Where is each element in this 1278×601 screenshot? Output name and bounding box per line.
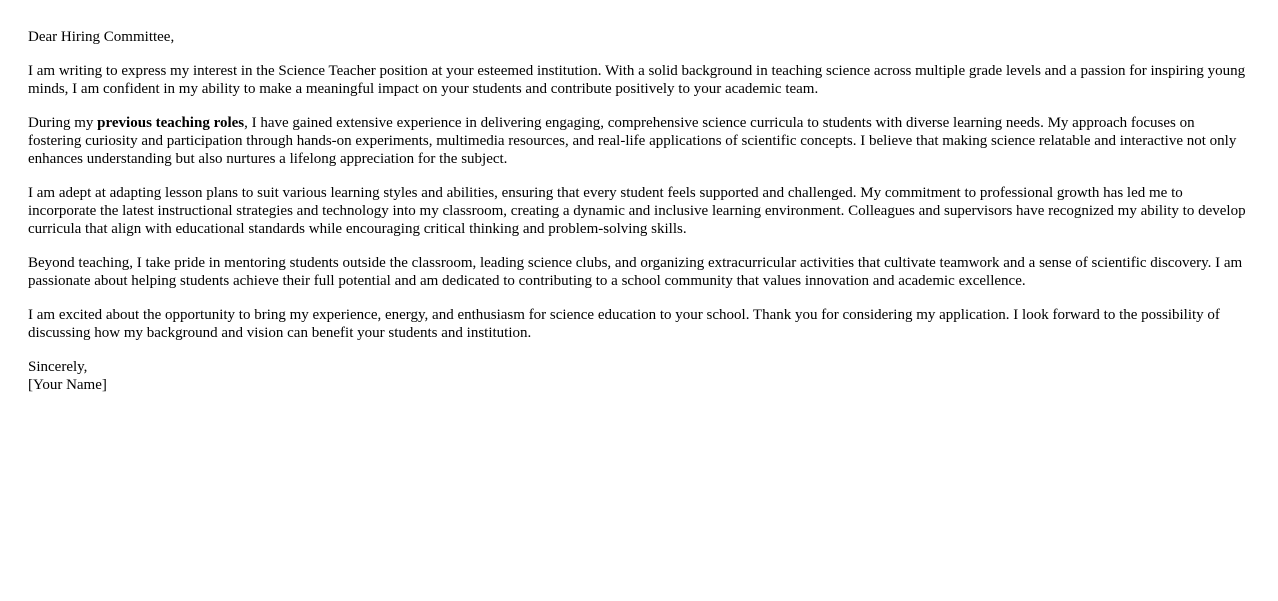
signature: [Your Name] <box>28 377 107 393</box>
salutation: Dear Hiring Committee, <box>28 29 175 45</box>
closing-block <box>28 358 1250 394</box>
paragraph-mentoring: Beyond teaching, I take pride in mentoring students outside the classroom, leading science clubs, and organizing extracurricular activities that cultivate teamwork and a sense of scientific discovery. I am passionate about helping students achieve their full potential and am dedicated to contributing to a school community that values innovation and academic excellence. <box>28 255 1243 289</box>
cover-letter <box>28 28 1250 394</box>
closing: Sincerely, <box>28 359 88 375</box>
paragraph-experience-lead: During my <box>28 115 98 131</box>
paragraph-experience <box>28 114 1250 168</box>
paragraph-adaptability: I am adept at adapting lesson plans to suit various learning styles and abilities, ensuring that every student feels supported and challenged. My commitment to professional growth has led me to incorporate the latest instructional strategies and technology into my classroom, creating a dynamic and inclusive learning environment. Colleagues and supervisors have recognized my ability to develop curricula that align with educational standards while encouraging critical thinking and problem-solving skills. <box>28 185 1246 237</box>
paragraph-conclusion: I am excited about the opportunity to bring my experience, energy, and enthusiasm for science education to your school. Thank you for considering my application. I look forward to the possibility of discussing how my background and vision can benefit your students and institution. <box>28 307 1220 341</box>
paragraph-experience-body: , I have gained extensive experience in delivering engaging, comprehensive science curricula to students with diverse learning needs. My approach focuses on fostering curiosity and participation through hands-on experiments, multimedia resources, and real-life applications of scientific concepts. I believe that making science relatable and interactive not only enhances understanding but also nurtures a lifelong appreciation for the subject. <box>28 115 1237 167</box>
paragraph-experience-emphasis: previous teaching roles <box>97 115 245 131</box>
paragraph-intro: I am writing to express my interest in the Science Teacher position at your esteemed institution. With a solid background in teaching science across multiple grade levels and a passion for inspiring young minds, I am confident in my ability to make a meaningful impact on your students and contribute positively to your academic team. <box>28 63 1246 97</box>
